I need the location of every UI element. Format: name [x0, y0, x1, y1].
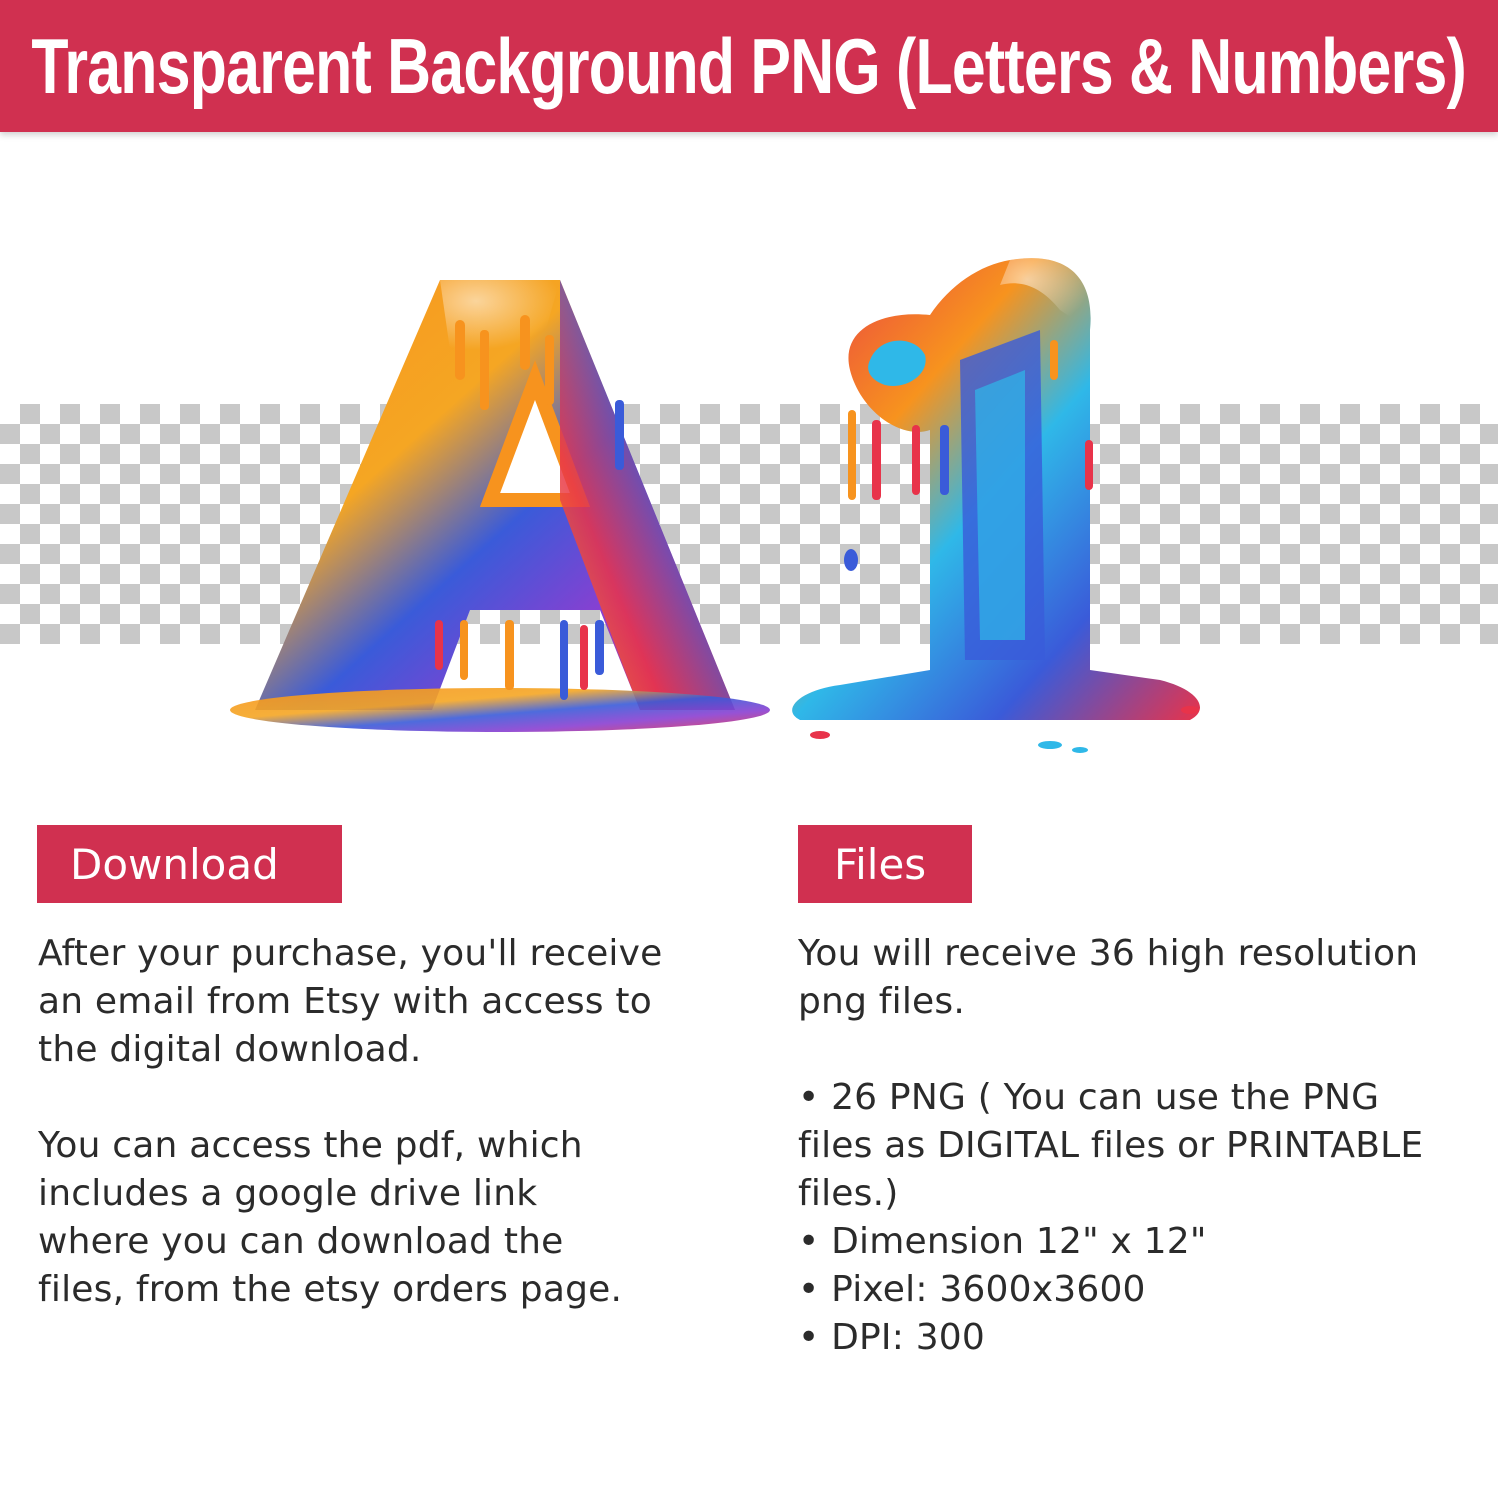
text-line: files, from the etsy orders page. — [38, 1269, 623, 1310]
letter-a-graphic — [230, 280, 770, 732]
list-item: files.) — [798, 1173, 899, 1214]
text-line: You will receive 36 high resolution — [798, 933, 1419, 974]
text-line: You can access the pdf, which — [38, 1125, 583, 1166]
download-paragraph-1 — [38, 930, 728, 1074]
files-details-list — [798, 1074, 1488, 1362]
files-label — [798, 825, 972, 903]
header-banner — [0, 0, 1498, 132]
files-paragraph-1 — [798, 930, 1488, 1026]
text-line: After your purchase, you'll receive — [38, 933, 663, 974]
text-line: where you can download the — [38, 1221, 564, 1262]
text-line: the digital download. — [38, 1029, 422, 1070]
text-line: includes a google drive link — [38, 1173, 538, 1214]
list-item: • Dimension 12" x 12" — [798, 1221, 1207, 1262]
text-line: png files. — [798, 981, 965, 1022]
page-title: Transparent Background PNG (Letters & Numbers) — [31, 21, 1467, 110]
list-item: • Pixel: 3600x3600 — [798, 1269, 1146, 1310]
files-label-text: Files — [834, 839, 927, 889]
list-item: • DPI: 300 — [798, 1317, 986, 1358]
number-one-graphic — [792, 258, 1200, 753]
text-line: an email from Etsy with access to — [38, 981, 652, 1022]
download-label-text: Download — [70, 839, 279, 889]
dripping-paint-artwork — [0, 240, 1498, 780]
list-item: files as DIGITAL files or PRINTABLE — [798, 1125, 1424, 1166]
download-paragraph-2 — [38, 1122, 728, 1314]
download-label — [37, 825, 342, 903]
list-item: • 26 PNG ( You can use the PNG — [798, 1077, 1380, 1118]
